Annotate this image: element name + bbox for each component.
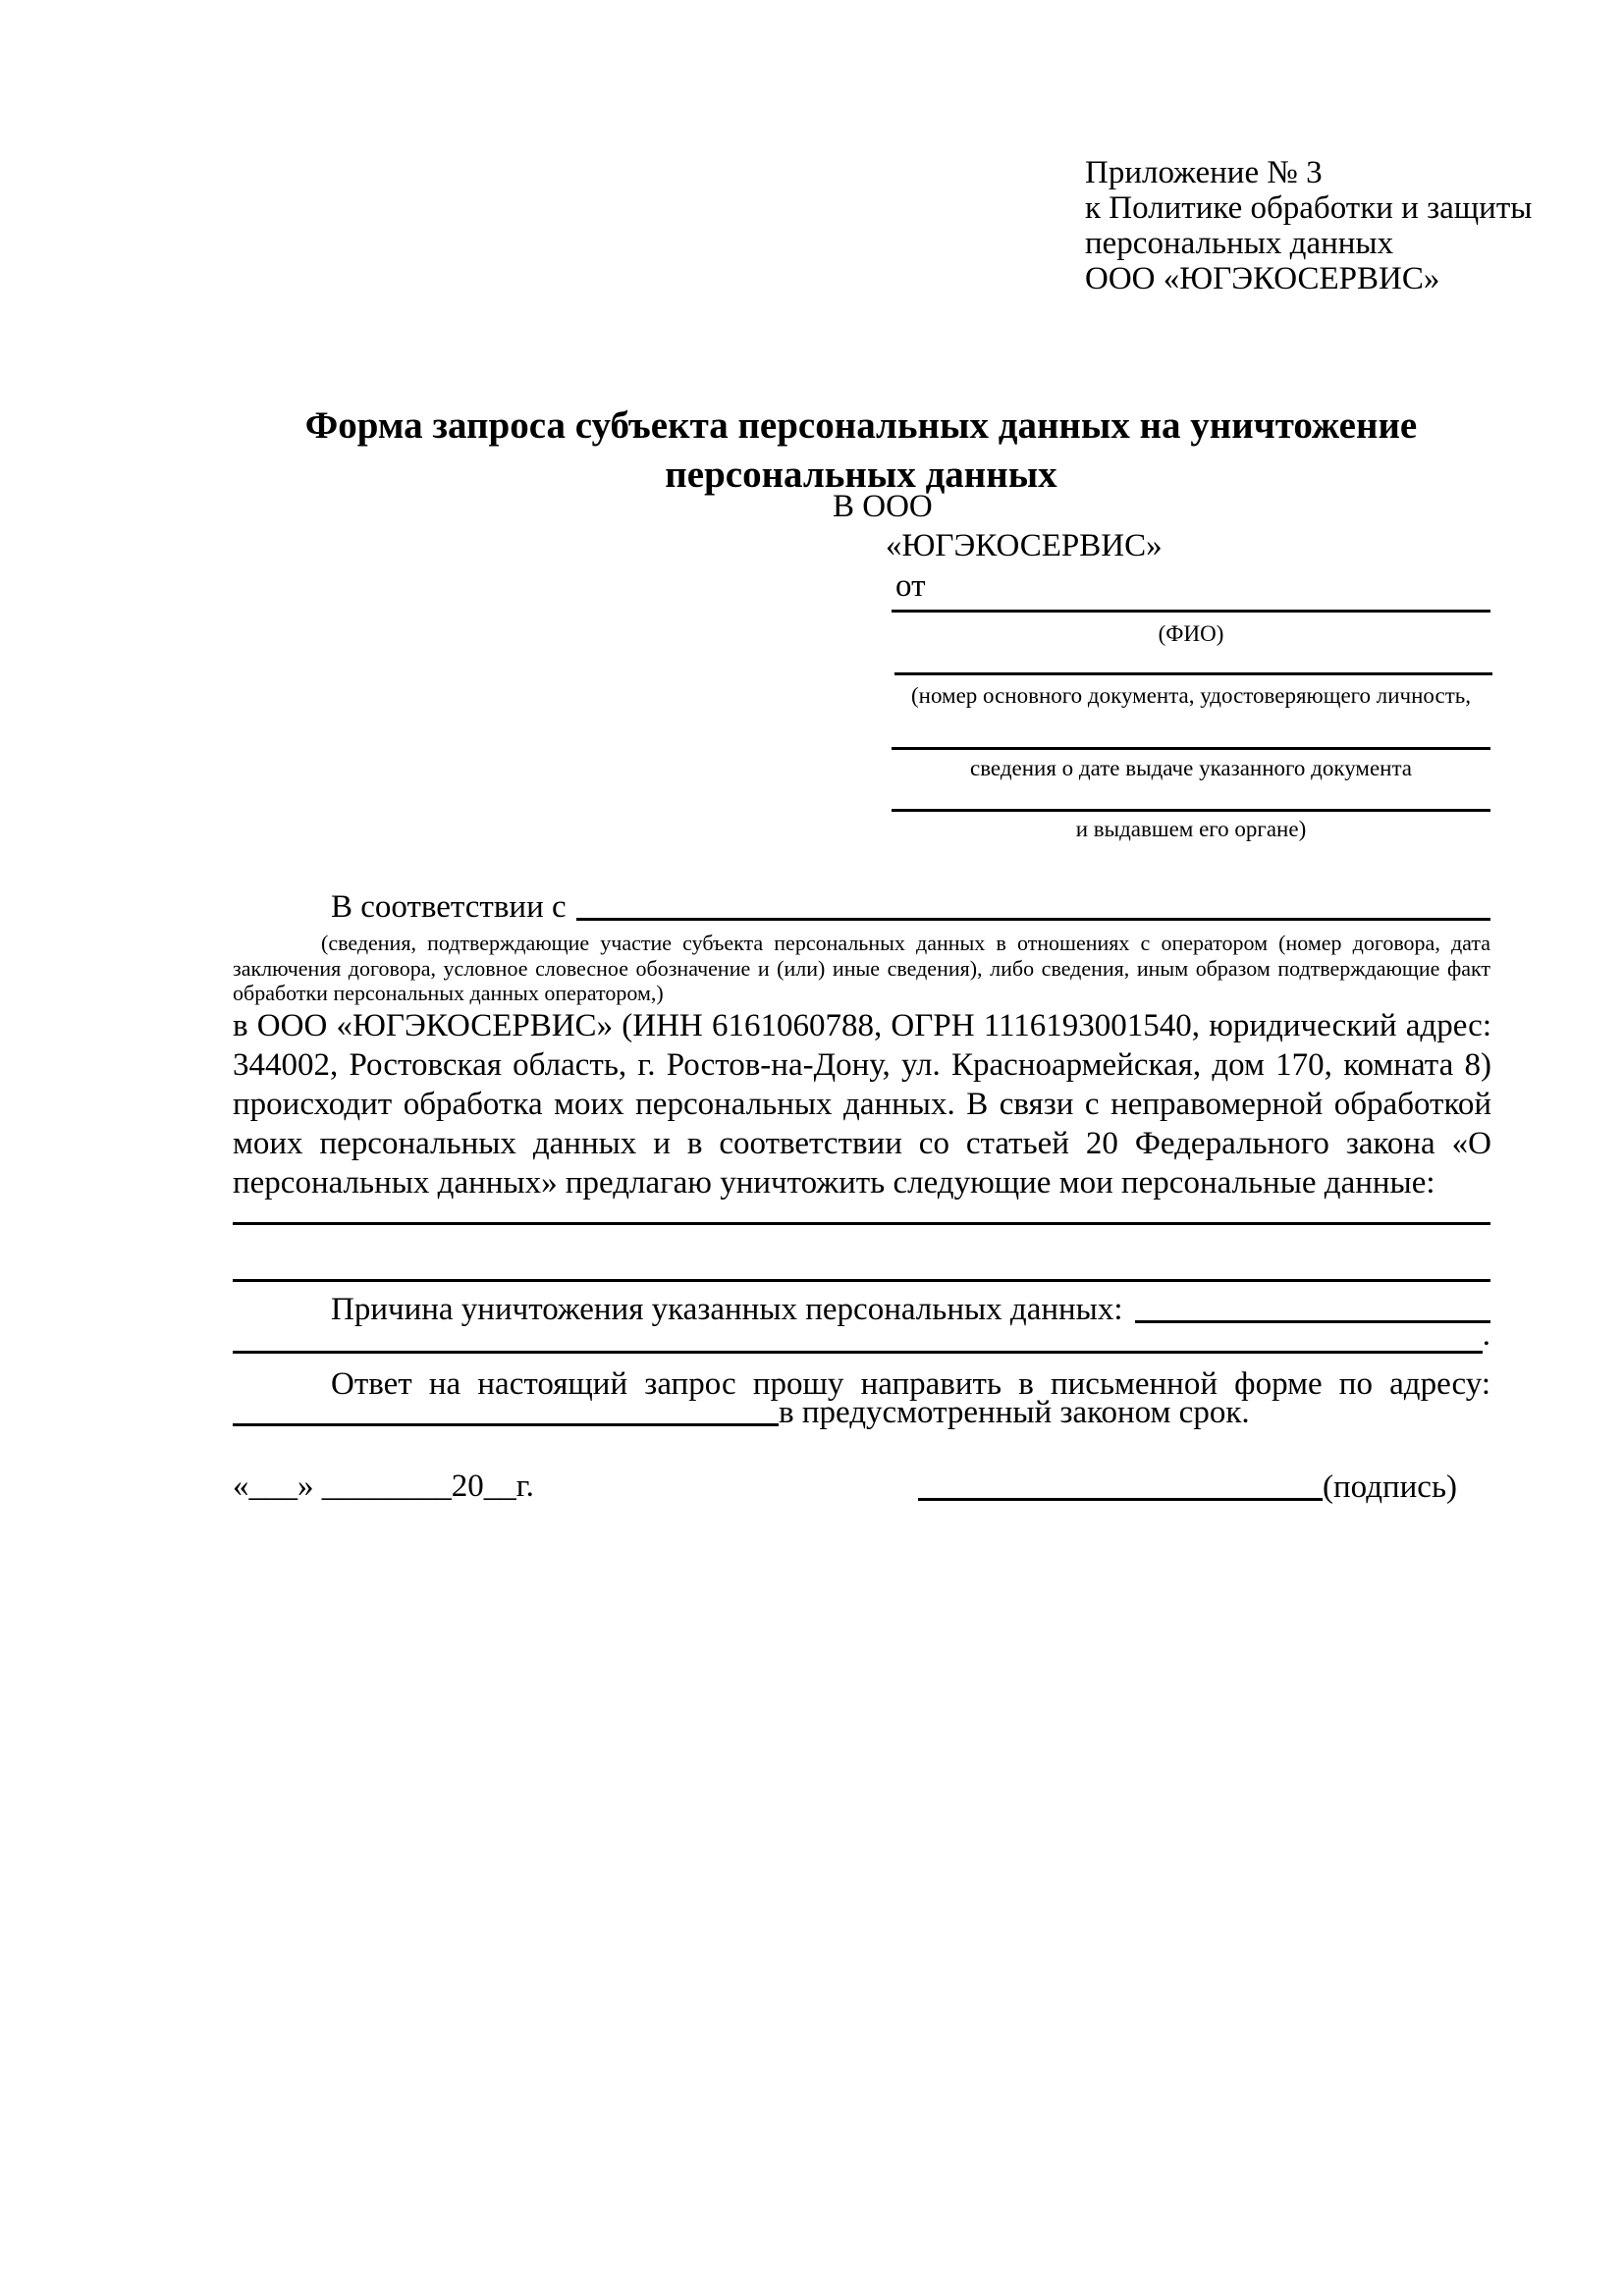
annex-header (1085, 155, 1532, 296)
issue-date-caption: сведения о дате выдаче указанного документа (969, 756, 1413, 780)
main-paragraph: в ООО «ЮГЭКОСЕРВИС» (ИНН 6161060788, ОГРН 1116193001540, юридический адрес: 344002, Ростовская область, г. Ростов-на-Дону, ул. Красноармейская, дом 170, комната 8) происходит обработка моих персональных данных. В связи с неправомерной обработкой моих персональных данных и в соответствии со статьей 20 Федерального закона «О персональных данных» предлагаю уничтожить следующие мои персональные данные: (233, 1008, 1491, 1201)
annex-header-line: к Политике обработки и защиты (1085, 190, 1533, 226)
addressee-org: «ЮГЭКОСЕРВИС» (886, 528, 1163, 563)
addressee-to: В ООО (833, 489, 933, 524)
issuer-blank-line (892, 809, 1490, 812)
response-suffix: в предусмотренный законом срок. (779, 1395, 1250, 1430)
annex-header-line: персональных данных (1085, 226, 1394, 261)
accordance-row (233, 886, 1490, 926)
annex-header-line: Приложение № 3 (1085, 155, 1323, 190)
reason-blank-line-2 (233, 1351, 1483, 1354)
line-end-period: . (1482, 1317, 1490, 1353)
accordance-blank-line (576, 918, 1490, 921)
response-request: Ответ на настоящий запрос прошу направить в письменной форме по адресу: (331, 1366, 1490, 1402)
fine-print-note: (сведения, подтверждающие участие субъекта персональных данных в отношениях с оператором (номер договора, дата заключения договора, условное словесное обозначение и (или) иные сведения), либо сведения, иным образом подтверждающие факт обработки персональных данных оператором,) (233, 931, 1490, 1005)
date-line: «___» ________20__г. (233, 1468, 534, 1504)
fio-caption: (ФИО) (1158, 621, 1224, 646)
reason-blank-line (1135, 1320, 1490, 1323)
document-number-blank-line (894, 672, 1492, 675)
issuer-caption: и выдавшем его органе) (1075, 817, 1307, 841)
reason-row (233, 1291, 1490, 1328)
document-number-caption: (номер основного документа, удостоверяющего личность, (910, 683, 1471, 708)
annex-header-line: ООО «ЮГЭКОСЕРВИС» (1085, 261, 1440, 296)
issue-date-blank-line (892, 747, 1490, 750)
reason-continuation-row (233, 1317, 1490, 1354)
reason-label: Причина уничтожения указанных персональных данных: (331, 1292, 1123, 1327)
fio-blank-line (892, 610, 1490, 613)
signature-row (918, 1468, 1457, 1506)
data-blank-line-2 (233, 1279, 1490, 1282)
signature-blank-line (918, 1498, 1323, 1501)
document-title-line1: Форма запроса субъекта персональных данных на уничтожение (304, 404, 1418, 447)
document-title-line2: персональных данных (665, 454, 1057, 496)
response-address-row (233, 1395, 1490, 1431)
signature-caption: (подпись) (1323, 1469, 1457, 1505)
document-title (257, 401, 1465, 500)
address-blank-line (233, 1423, 779, 1426)
addressee-from: от (895, 568, 926, 604)
accordance-prefix: В соответствии с (331, 889, 567, 925)
data-blank-line-1 (233, 1222, 1490, 1225)
